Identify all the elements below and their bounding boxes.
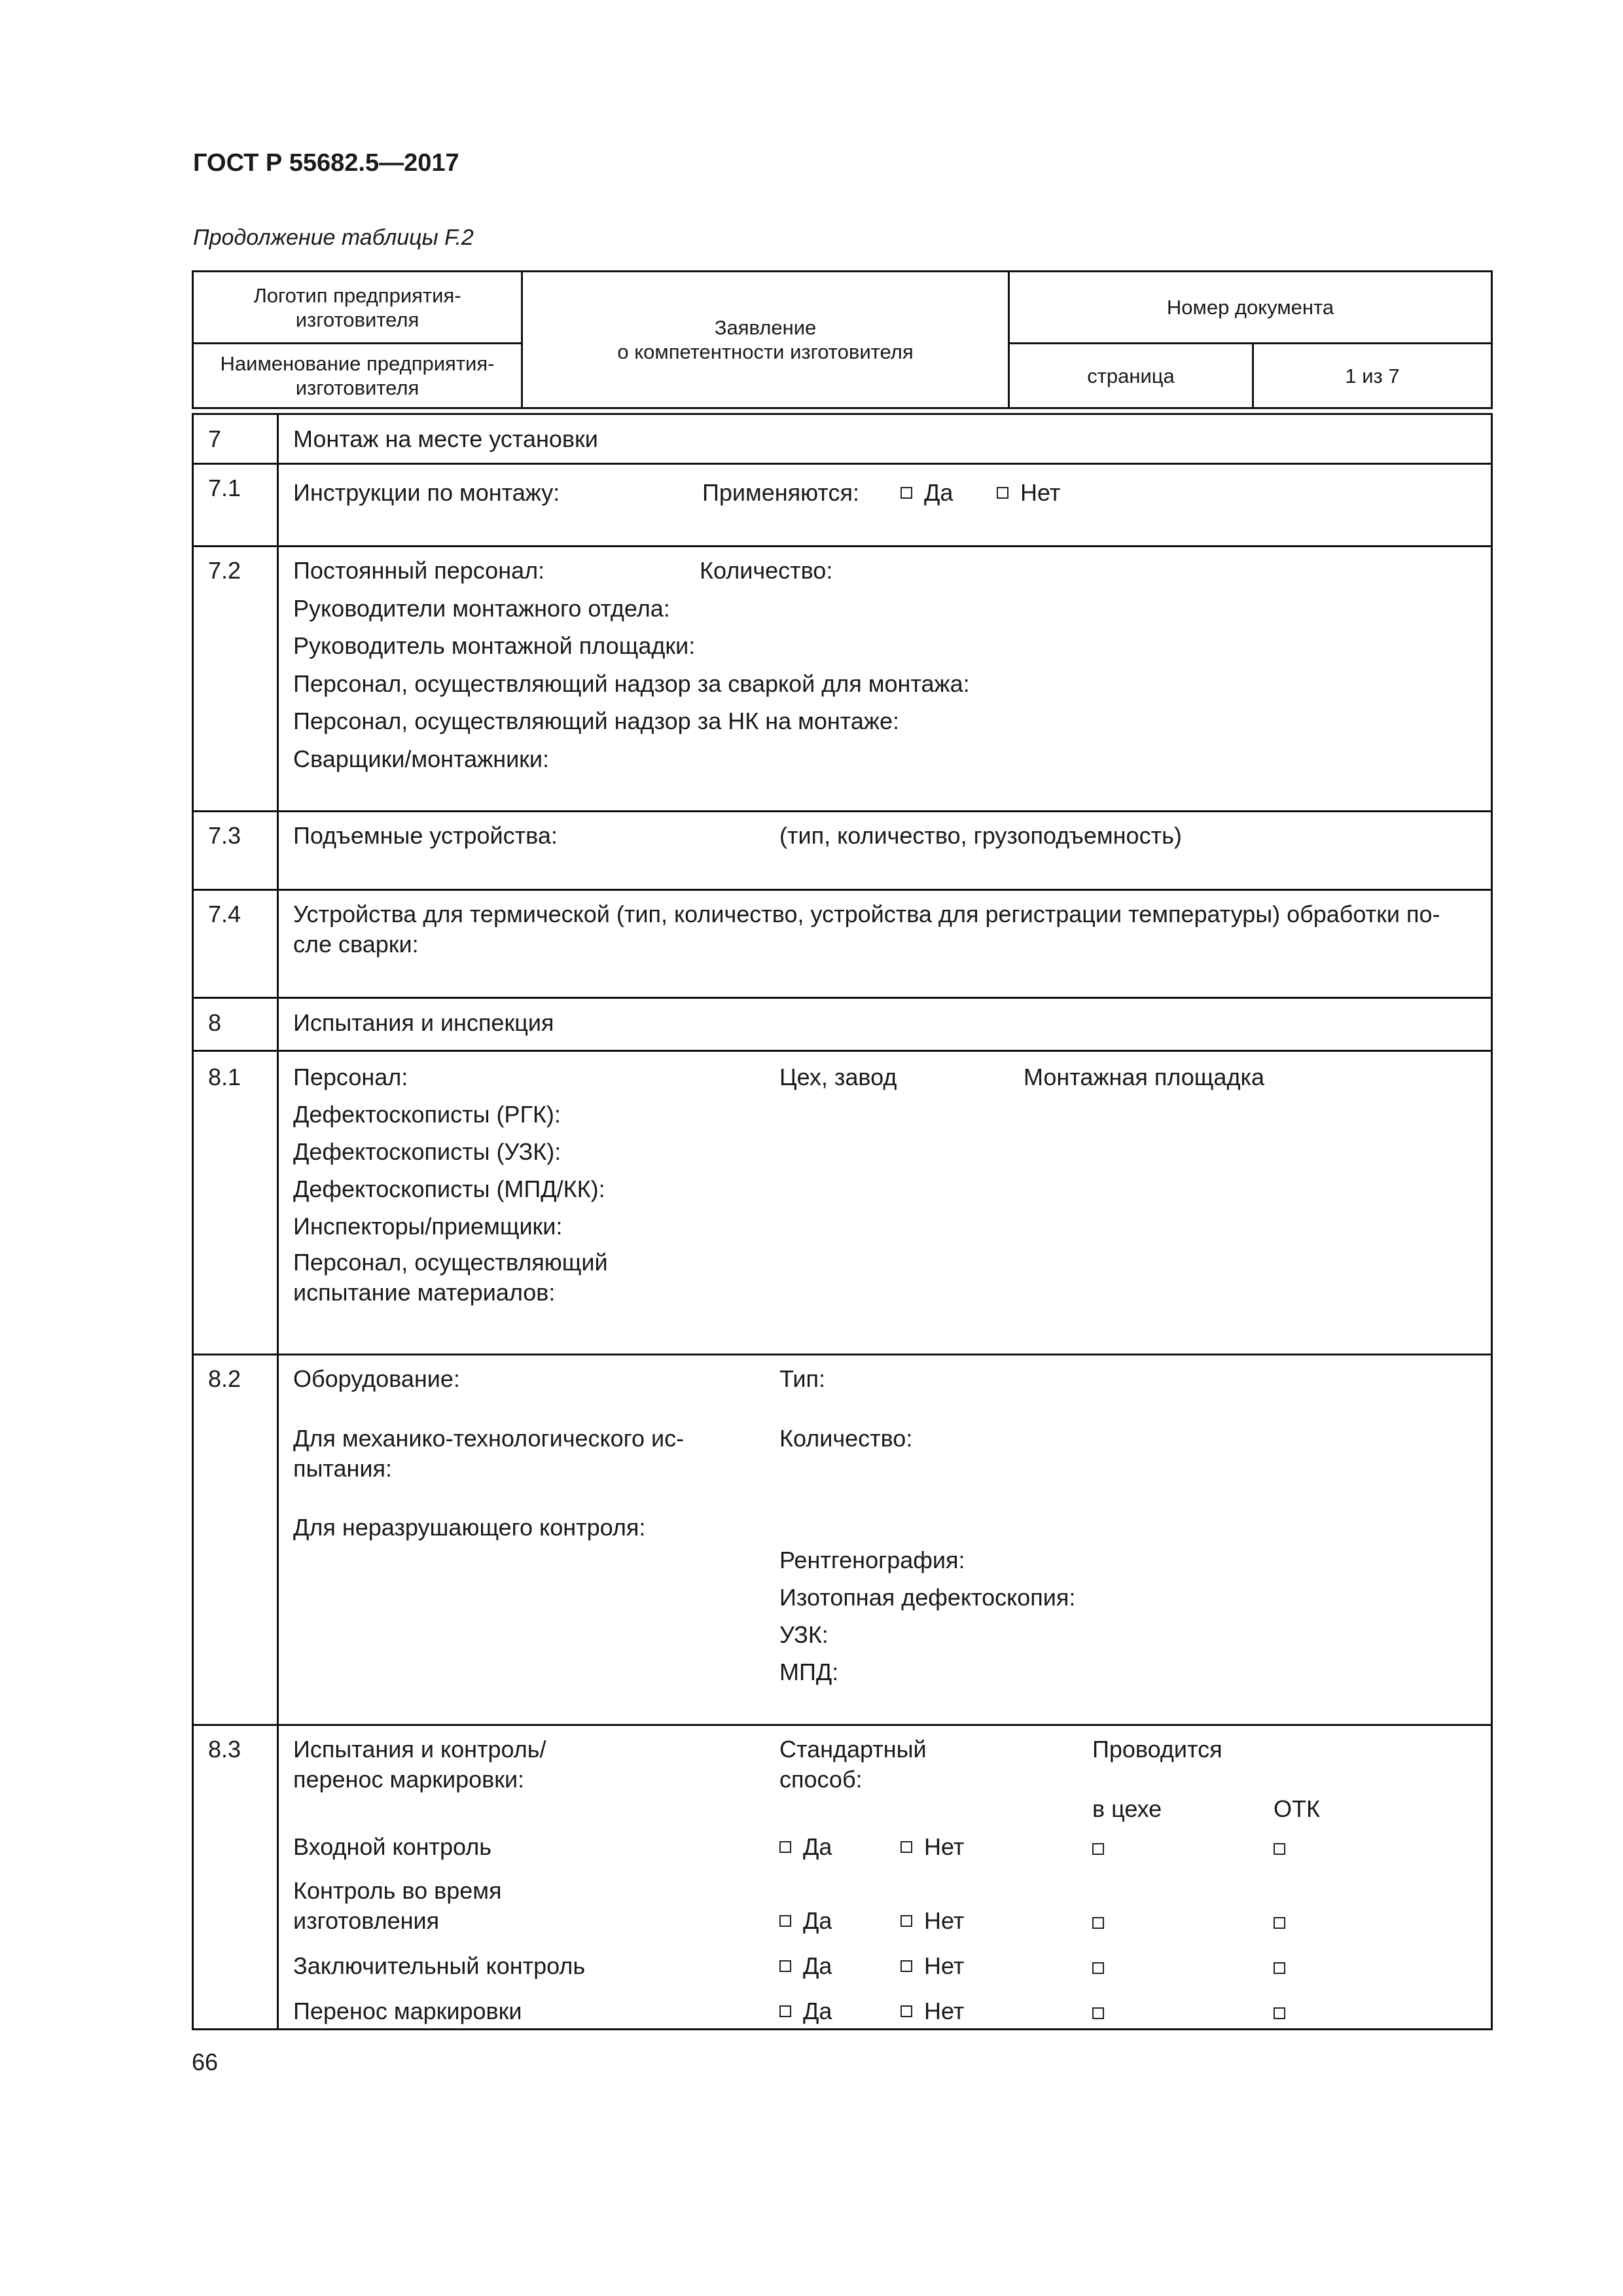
- standard-method-line-1: Стандартный: [779, 1736, 927, 1763]
- row-7-2-number: 7.2: [208, 557, 241, 584]
- mechanical-testing-line-1: Для механико-технологического ис-: [293, 1425, 685, 1452]
- equipment-label: Оборудование:: [293, 1365, 460, 1392]
- table-continuation-caption: Продолжение таблицы F.2: [193, 225, 474, 250]
- row-8-2-number: 8.2: [208, 1365, 241, 1392]
- document-header-table: [192, 270, 1493, 409]
- ndt-item: Изотопная дефектоскопия:: [779, 1584, 1076, 1611]
- otk-column: ОТК: [1274, 1795, 1320, 1822]
- test-no-option[interactable]: Нет: [901, 1996, 964, 2026]
- heat-treatment-line-2: сле сварки:: [293, 931, 419, 958]
- test-yes-option[interactable]: Да: [779, 1951, 832, 1981]
- staff-line: Персонал, осуществляющий надзор за НК на монтаже:: [293, 708, 899, 734]
- row-7-1-number: 7.1: [208, 475, 241, 501]
- row-7-3-number: 7.3: [208, 822, 241, 849]
- page-count-cell: 1 из 7: [1345, 364, 1400, 387]
- heat-treatment-line-1: Устройства для термической (тип, количество, устройства для регистрации температуры) обработки по-: [293, 901, 1440, 927]
- page-label-cell: страница: [1087, 364, 1175, 387]
- checkbox-icon[interactable]: [1092, 1843, 1104, 1855]
- assembly-instructions-label: Инструкции по монтажу:: [293, 479, 560, 506]
- otk-checkbox[interactable]: [1274, 1906, 1285, 1936]
- checkbox-icon[interactable]: [1092, 2007, 1104, 2019]
- test-no-option[interactable]: Нет: [901, 1951, 964, 1981]
- in-shop-checkbox[interactable]: [1092, 1996, 1104, 2026]
- ndt-item: УЗК:: [779, 1621, 829, 1648]
- yes-checkbox-icon[interactable]: [901, 487, 912, 499]
- test-no-option[interactable]: Нет: [901, 1832, 964, 1862]
- staff-line: Руководитель монтажной площадки:: [293, 632, 696, 659]
- personnel-line: Дефектоскописты (МПД/КК):: [293, 1175, 605, 1202]
- in-shop-checkbox[interactable]: [1092, 1906, 1104, 1936]
- checkbox-icon[interactable]: [779, 1960, 791, 1972]
- checkbox-icon[interactable]: [901, 1841, 912, 1853]
- equipment-type-label: Тип:: [779, 1365, 826, 1392]
- otk-checkbox[interactable]: [1274, 1832, 1285, 1862]
- test-item-label: Входной контроль: [293, 1833, 492, 1860]
- statement-title-cell: Заявление о компетентности изготовителя: [617, 316, 914, 363]
- test-yes-option[interactable]: Да: [779, 1906, 832, 1936]
- personnel-line: испытание материалов:: [293, 1279, 556, 1306]
- manufacturer-name-cell: Наименование предприятия- изготовителя: [220, 352, 495, 399]
- checkbox-icon[interactable]: [1092, 1917, 1104, 1929]
- checkbox-icon[interactable]: [1274, 1917, 1285, 1929]
- personnel-line: Персонал, осуществляющий: [293, 1249, 608, 1276]
- row-8-3-number: 8.3: [208, 1736, 241, 1763]
- checkbox-icon[interactable]: [901, 1960, 912, 1972]
- tests-label-line-2: перенос маркировки:: [293, 1766, 525, 1793]
- page-number: 66: [192, 2049, 219, 2075]
- applied-yes-option[interactable]: Да: [901, 478, 953, 508]
- in-shop-checkbox[interactable]: [1092, 1951, 1104, 1981]
- in-shop-column: в цехе: [1092, 1795, 1162, 1822]
- tests-label-line-1: Испытания и контроль/: [293, 1736, 546, 1763]
- section-7-number: 7: [208, 425, 222, 452]
- permanent-staff-label: Постоянный персонал:: [293, 557, 545, 584]
- test-yes-option[interactable]: Да: [779, 1832, 832, 1862]
- test-item-label: изготовления: [293, 1907, 440, 1934]
- checkbox-icon[interactable]: [779, 2005, 791, 2017]
- personnel-plant-column: Цех, завод: [779, 1064, 897, 1090]
- personnel-line: Дефектоскописты (РГК):: [293, 1101, 561, 1128]
- row-7-4-number: 7.4: [208, 901, 241, 927]
- staff-quantity-label: Количество:: [700, 557, 833, 584]
- performed-header: Проводится: [1092, 1736, 1222, 1763]
- test-no-option[interactable]: Нет: [901, 1906, 964, 1936]
- mechanical-testing-line-2: пытания:: [293, 1455, 392, 1482]
- no-checkbox-icon[interactable]: [997, 487, 1008, 499]
- personnel-line: Инспекторы/приемщики:: [293, 1213, 563, 1240]
- applied-label: Применяются:: [702, 479, 859, 506]
- otk-checkbox[interactable]: [1274, 1951, 1285, 1981]
- competence-table: [192, 413, 1493, 2030]
- document-number-cell: Номер документа: [1166, 296, 1334, 319]
- staff-line: Руководители монтажного отдела:: [293, 595, 670, 622]
- ndt-item: Рентгенография:: [779, 1547, 965, 1573]
- checkbox-icon[interactable]: [779, 1915, 791, 1927]
- personnel-site-column: Монтажная площадка: [1024, 1064, 1265, 1090]
- checkbox-icon[interactable]: [901, 2005, 912, 2017]
- standard-designation: ГОСТ Р 55682.5—2017: [193, 149, 459, 177]
- checkbox-icon[interactable]: [779, 1841, 791, 1853]
- lifting-devices-label: Подъемные устройства:: [293, 822, 558, 849]
- lifting-devices-note: (тип, количество, грузоподъемность): [779, 822, 1182, 849]
- personnel-line: Дефектоскописты (УЗК):: [293, 1138, 562, 1165]
- ndt-label: Для неразрушающего контроля:: [293, 1514, 646, 1541]
- checkbox-icon[interactable]: [901, 1915, 912, 1927]
- in-shop-checkbox[interactable]: [1092, 1832, 1104, 1862]
- row-8-1-number: 8.1: [208, 1064, 241, 1090]
- checkbox-icon[interactable]: [1092, 1962, 1104, 1974]
- ndt-item: МПД:: [779, 1659, 839, 1685]
- standard-method-line-2: способ:: [779, 1766, 863, 1793]
- checkbox-icon[interactable]: [1274, 2007, 1285, 2019]
- staff-line: Сварщики/монтажники:: [293, 745, 550, 772]
- section-8-title: Испытания и инспекция: [293, 1009, 554, 1036]
- checkbox-icon[interactable]: [1274, 1962, 1285, 1974]
- test-item-label: Контроль во время: [293, 1877, 502, 1904]
- manufacturer-logo-cell: Логотип предприятия- изготовителя: [253, 283, 461, 331]
- test-item-label: Перенос маркировки: [293, 1998, 522, 2024]
- test-yes-option[interactable]: Да: [779, 1996, 832, 2026]
- personnel-label: Персонал:: [293, 1064, 408, 1090]
- checkbox-icon[interactable]: [1274, 1843, 1285, 1855]
- otk-checkbox[interactable]: [1274, 1996, 1285, 2026]
- equipment-quantity-label: Количество:: [779, 1425, 913, 1452]
- section-7-title: Монтаж на месте установки: [293, 425, 598, 452]
- applied-no-option[interactable]: Нет: [997, 478, 1060, 508]
- section-8-number: 8: [208, 1009, 222, 1036]
- test-item-label: Заключительный контроль: [293, 1952, 586, 1979]
- staff-line: Персонал, осуществляющий надзор за сваркой для монтажа:: [293, 670, 970, 697]
